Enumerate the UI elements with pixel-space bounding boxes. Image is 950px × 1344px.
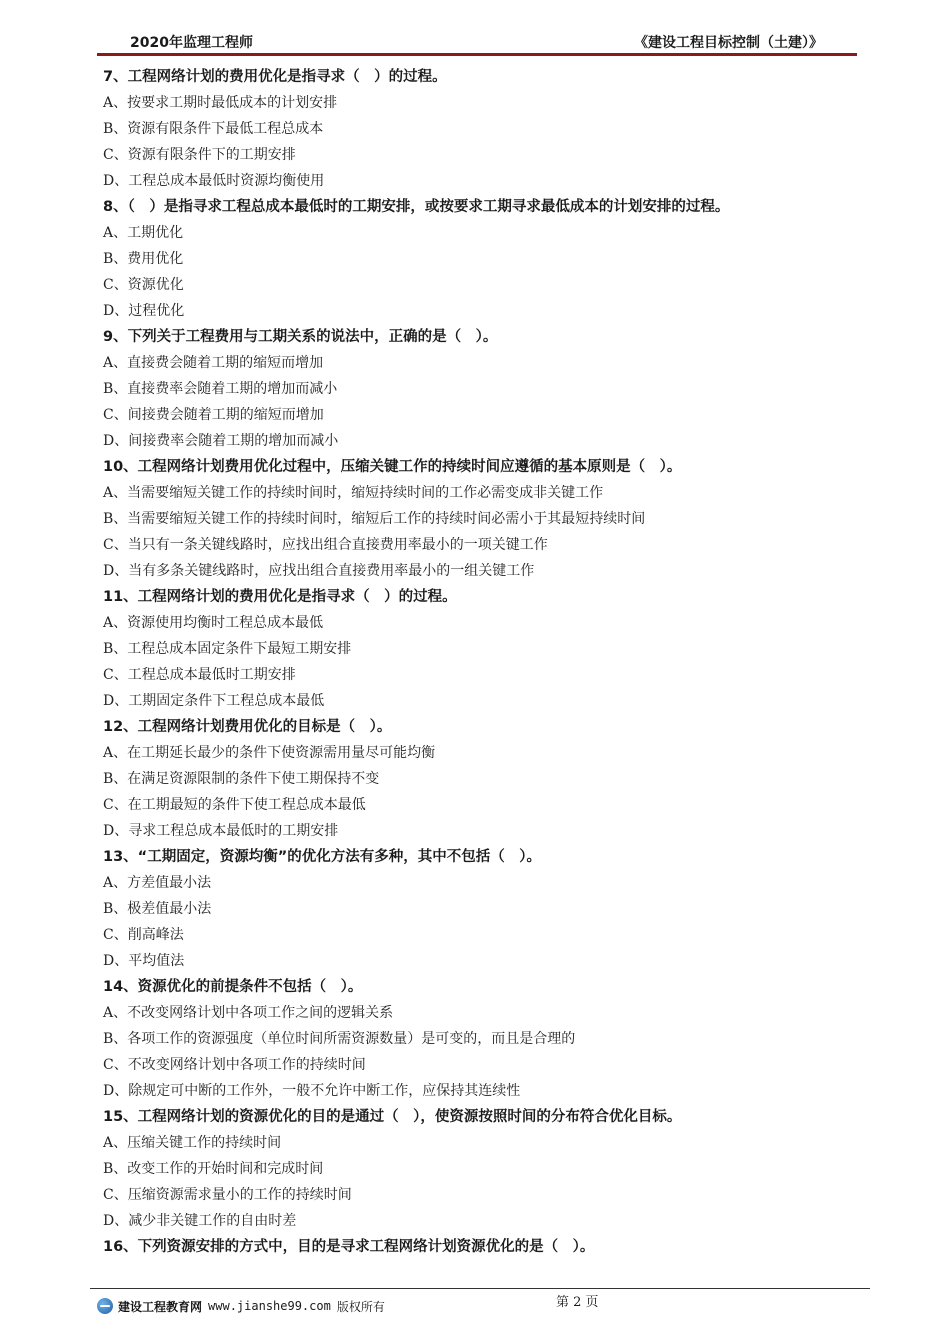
option: D、除规定可中断的工作外，一般不允许中断工作，应保持其连续性: [103, 1083, 521, 1099]
question-15: 15、工程网络计划的资源优化的目的是通过（ ），使资源按照时间的分布符合优化目标。: [103, 1109, 682, 1125]
question-7: 7、工程网络计划的费用优化是指寻求（ ）的过程。: [103, 69, 447, 85]
option: C、不改变网络计划中各项工作的持续时间: [103, 1057, 366, 1073]
page-header: [97, 28, 855, 54]
option: B、极差值最小法: [103, 901, 212, 917]
option: C、资源优化: [103, 277, 184, 293]
book-title: 《建设工程目标控制（土建）》: [634, 35, 823, 51]
brand-name: 建设工程教育网: [118, 1299, 203, 1314]
option: D、工程总成本最低时资源均衡使用: [103, 173, 325, 189]
question-9: 9、下列关于工程费用与工期关系的说法中，正确的是（ ）。: [103, 329, 498, 345]
option: C、工程总成本最低时工期安排: [103, 667, 296, 683]
option: A、不改变网络计划中各项工作之间的逻辑关系: [103, 1005, 394, 1021]
site-logo-icon: [97, 1298, 113, 1314]
option: C、间接费会随着工期的缩短而增加: [103, 407, 324, 423]
option: C、压缩资源需求量小的工作的持续时间: [103, 1187, 352, 1203]
option: B、当需要缩短关键工作的持续时间时，缩短后工作的持续时间必需小于其最短持续时间: [103, 511, 646, 527]
question-16: 16、下列资源安排的方式中，目的是寻求工程网络计划资源优化的是（ ）。: [103, 1239, 595, 1255]
option: A、当需要缩短关键工作的持续时间时，缩短持续时间的工作必需变成非关键工作: [103, 485, 604, 501]
option: C、在工期最短的条件下使工程总成本最低: [103, 797, 366, 813]
option: D、过程优化: [103, 303, 185, 319]
option: A、方差值最小法: [103, 875, 212, 891]
option: B、在满足资源限制的条件下使工期保持不变: [103, 771, 380, 787]
footer-divider: [90, 1288, 870, 1289]
exam-title: 2020年监理工程师: [130, 35, 253, 51]
option: D、间接费率会随着工期的增加而减小: [103, 433, 339, 449]
site-url[interactable]: www.jianshe99.com: [208, 1299, 331, 1313]
question-13: 13、“工期固定，资源均衡”的优化方法有多种，其中不包括（ ）。: [103, 849, 541, 865]
question-11: 11、工程网络计划的费用优化是指寻求（ ）的过程。: [103, 589, 457, 605]
question-12: 12、工程网络计划费用优化的目标是（ ）。: [103, 719, 392, 735]
option: A、直接费会随着工期的缩短而增加: [103, 355, 324, 371]
option: D、工期固定条件下工程总成本最低: [103, 693, 325, 709]
option: B、改变工作的开始时间和完成时间: [103, 1161, 324, 1177]
option: D、减少非关键工作的自由时差: [103, 1213, 297, 1229]
copyright: 版权所有: [336, 1299, 385, 1314]
header-divider: [97, 53, 857, 56]
option: A、工期优化: [103, 225, 184, 241]
question-14: 14、资源优化的前提条件不包括（ ）。: [103, 979, 363, 995]
page-number: 第 2 页: [556, 1295, 599, 1310]
option: B、费用优化: [103, 251, 184, 267]
footer-brand: [97, 1296, 385, 1316]
option: A、在工期延长最少的条件下使资源需用量尽可能均衡: [103, 745, 436, 761]
option: D、当有多条关键线路时，应找出组合直接费用率最小的一组关键工作: [103, 563, 535, 579]
option: B、各项工作的资源强度（单位时间所需资源数量）是可变的，而且是合理的: [103, 1031, 576, 1047]
option: A、压缩关键工作的持续时间: [103, 1135, 282, 1151]
option: C、削高峰法: [103, 927, 184, 943]
option: D、寻求工程总成本最低时的工期安排: [103, 823, 339, 839]
question-list: [103, 64, 863, 1260]
option: A、按要求工期时最低成本的计划安排: [103, 95, 338, 111]
option: B、资源有限条件下最低工程总成本: [103, 121, 324, 137]
option: B、工程总成本固定条件下最短工期安排: [103, 641, 352, 657]
question-8: 8、（ ）是指寻求工程总成本最低时的工期安排，或按要求工期寻求最低成本的计划安排的过程。: [103, 199, 730, 215]
option: C、资源有限条件下的工期安排: [103, 147, 296, 163]
option: A、资源使用均衡时工程总成本最低: [103, 615, 324, 631]
option: B、直接费率会随着工期的增加而减小: [103, 381, 338, 397]
question-10: 10、工程网络计划费用优化过程中，压缩关键工作的持续时间应遵循的基本原则是（ ）。: [103, 459, 682, 475]
option: D、平均值法: [103, 953, 185, 969]
option: C、当只有一条关键线路时，应找出组合直接费用率最小的一项关键工作: [103, 537, 548, 553]
